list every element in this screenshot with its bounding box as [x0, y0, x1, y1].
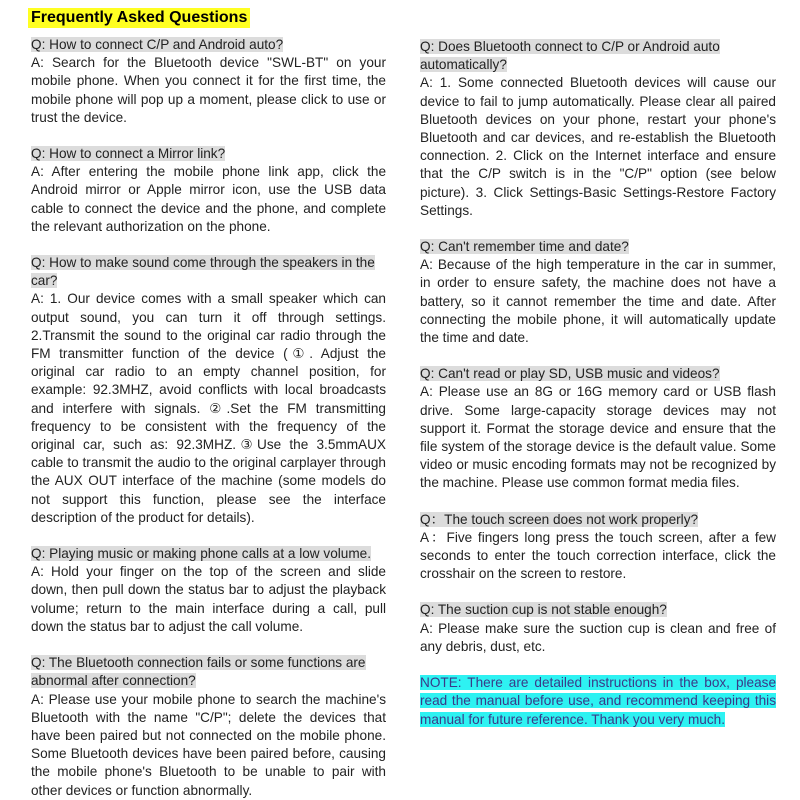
faq-question: Q：The touch screen does not work properly? — [420, 511, 699, 527]
faq-answer: A: Hold your finger on the top of the screen and slide down, then pull down the status bar to adjust the playback volume; return to the main interface during a call, pull down the status bar to adjust the call volume. — [31, 564, 386, 634]
faq-question: Q: How to make sound come through the speakers in the car? — [31, 255, 375, 289]
faq-item — [31, 654, 386, 800]
faq-question: Q: Can't remember time and date? — [420, 239, 629, 255]
faq-question: Q: How to connect C/P and Android auto? — [31, 37, 284, 52]
faq-item — [420, 511, 776, 584]
faq-question: Q: How to connect a Mirror link? — [31, 146, 226, 162]
faq-item — [31, 36, 386, 127]
faq-question: Q: Can't read or play SD, USB music and videos? — [420, 366, 720, 382]
faq-question: Q: The suction cup is not stable enough? — [420, 602, 667, 618]
faq-question: Q: The Bluetooth connection fails or some functions are abnormal after connection? — [31, 655, 366, 689]
faq-answer: A: 1. Our device comes with a small speaker which can output sound, you can turn it off through settings. 2.Transmit the sound to the original car radio through the FM transmitter function of the device (①. Adjust the original car radio to an empty channel position, for example: 92.3MHZ, avoid conflicts with local broadcasts and interfere with signals. ②.Set the FM transmitting frequency to be consistent with the frequency of the original car, such as: 92.3MHZ.③Use the 3.5mmAUX cable to transmit the audio to the original carplayer through the AUX OUT interface of the machine (some models do not support this function, please see the interface description of the product for details). — [31, 291, 386, 525]
faq-answer: A: Please make sure the suction cup is clean and free of any debris, dust, etc. — [420, 620, 776, 654]
faq-question: Q: Does Bluetooth connect to C/P or Android auto automatically? — [420, 39, 720, 73]
faq-answer: A: 1. Some connected Bluetooth devices will cause our device to fail to jump automatically. Please clear all paired Bluetooth devices on your phone, restart your phone's Bluetooth and car devices, and re-establish the Bluetooth connection. 2. Click on the Internet interface and ensure that the C/P switch is in the "C/P" option (see below picture). 3. Click Settings-Basic Settings-Restore Factory Settings. — [420, 75, 776, 218]
faq-item — [31, 254, 386, 527]
faq-item — [31, 145, 386, 236]
faq-item — [31, 545, 386, 636]
faq-item — [420, 38, 776, 220]
note-text: NOTE: There are detailed instructions in the box, please read the manual before use, and recommend keeping this manual for future reference. Thank you very much. — [420, 675, 776, 727]
faq-answer: A: Please use your mobile phone to search the machine's Bluetooth with the name "C/P"; delete the devices that have been paired but not connected on the mobile phone. Some Bluetooth devices have been paired before, causing the mobile phone's Bluetooth to be unable to pair with other devices or function abnormally. — [31, 691, 386, 798]
faq-answer: A: Because of the high temperature in the car in summer, in order to ensure safety, the machine does not have a battery, so it cannot remember the time and date. After connecting the mobile phone, it will automatically update the time and date. — [420, 257, 776, 346]
faq-answer: A: Please use an 8G or 16G memory card or USB flash drive. Some large-capacity storage devices may not support it. Format the storage device and ensure that the file system of the storage device is the default value. Some video or music encoding formats may not be recognized by the machine. Please use common format media files. — [420, 384, 776, 491]
faq-question: Q: Playing music or making phone calls at a low volume. — [31, 546, 371, 562]
faq-answer: A: Search for the Bluetooth device "SWL-BT" on your mobile phone. When you connect it for the first time, the mobile phone will pop up a moment, please click to use or trust the device. — [31, 55, 386, 125]
page-title: Frequently Asked Questions — [28, 8, 250, 28]
faq-item — [420, 238, 776, 347]
faq-answer: A：Five fingers long press the touch screen, after a few seconds to enter the touch correction interface, click the crosshair on the screen to restore. — [420, 529, 776, 582]
faq-item — [420, 365, 776, 492]
faq-item — [420, 601, 776, 656]
faq-column-left — [31, 36, 386, 800]
note-block — [420, 674, 776, 729]
faq-column-right — [420, 38, 776, 729]
faq-answer: A: After entering the mobile phone link app, click the Android mirror or Apple mirror icon, use the USB data cable to connect the device and the phone, and complete the relevant authorization on the phone. — [31, 164, 386, 234]
